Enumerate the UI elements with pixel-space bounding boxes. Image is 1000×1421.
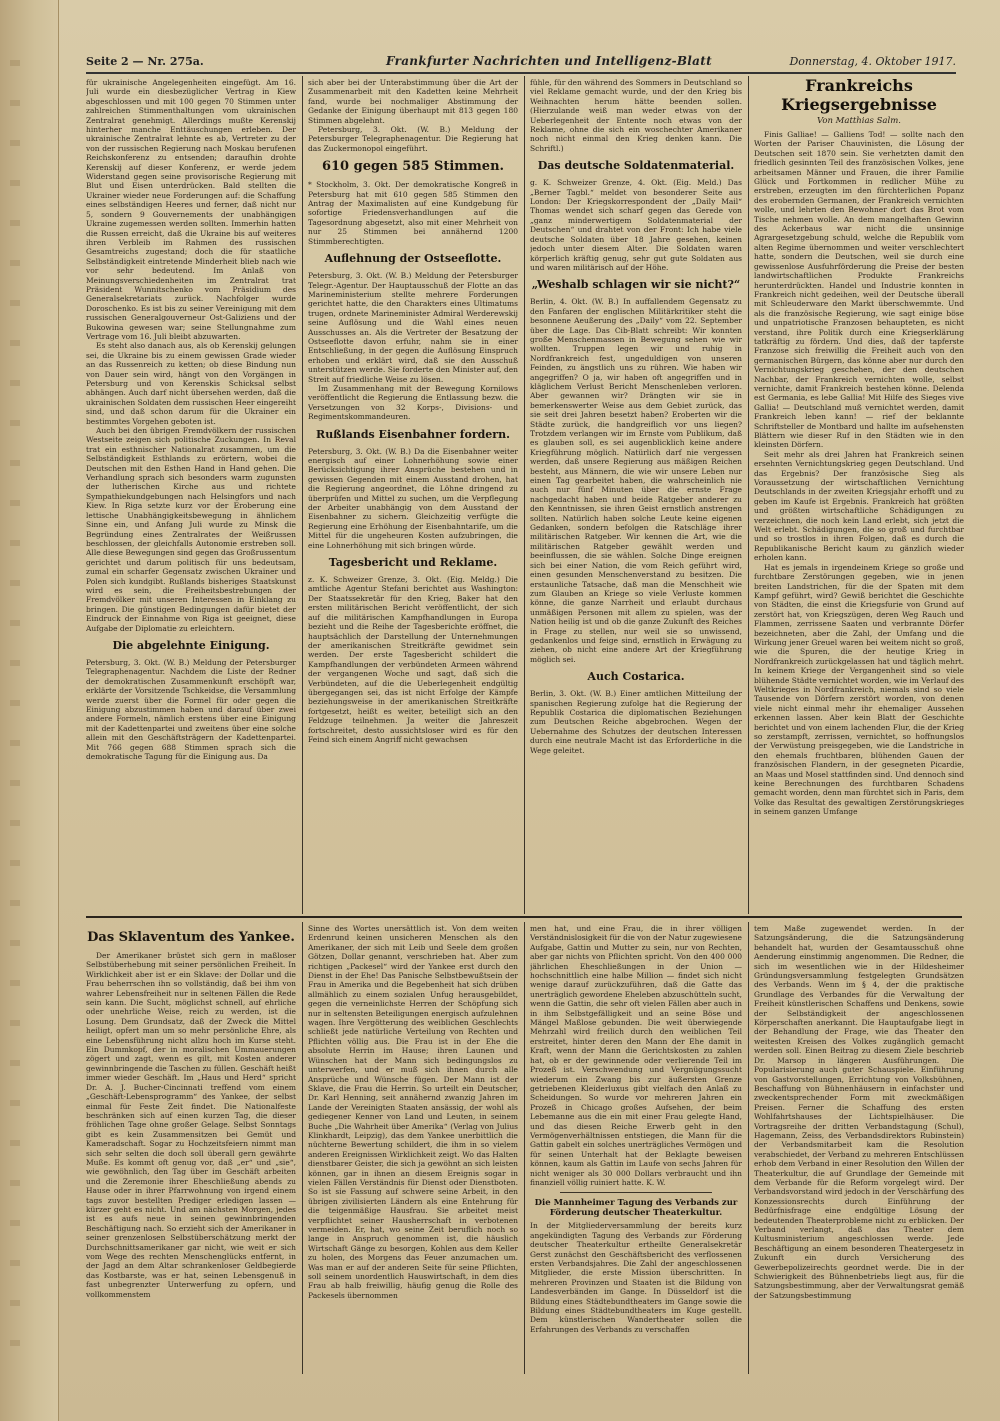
newspaper-title: Frankfurter Nachrichten und Intelligenz-Blatt	[386, 54, 712, 68]
article-text: Finis Galliae! — Galliens Tod! — sollte nach den Worten der Pariser Chauvinisten, die Lösung der Deutschen seit 1870 sein. Sie verhetzten damit den friedlich gesinnten Teil des französischen Volkes, jene arbeitsamen Männer und Frauen, die ihrer Familie Glück und Fortkommen in redlicher Mühe zu erstreben, erzeugten im den fürchterlichen Popanz des erobernden Germanen, der Frankreich vernichten wolle, und lehrten den Bewohner dort das Brot vom Tische nehmen wolle. An dem mangelhaften Gewinn des Ackerbaus war nicht die unsinnige Agrargesetzgebung schuld, welche die Republik vom alten Regime übernommen und weiter verschlechtert hatte, sondern die Deutschen, weil sie durch eine gewissenlose Ausfuhrförderung die Preise der besten landwirtschaftlichen Produkte Frankreichs herunterdrückten. Handel und Industrie konnten in Frankreich nicht gedeihen, weil der Deutsche überall mit Schleuderware den Markt überschwemmte. Und als die französische Regierung, wie sagt einige böse und unpatriotische Franzosen behaupteten, es nicht verstand, ihre Politik durch eine Kriegserklärung tatkräftig zu fördern. Und dies, daß der tapferste Franzose sich freiwillig die Freiheit auch von den germanischen Bürgern, das könne aber nur durch den Vernichtungskrieg geschehen, der den deutschen Nachbar, der Frankreich vernichten wolle, selbst vernichte, damit Frankreich bestehen könne. Delenda est Germania, es lebe Gallia! Mit Hilfe des Sieges vive Gallia! — Deutschland muß vernichtet werden, damit Frankreich leben kann! — rief der beklannte Schriftsteller de Montbard und hallte im aufsehensten Blättern wie dieser Ruf in den Städten wie in den kleinsten Dörfern.	[754, 130, 964, 450]
bottom-column-2	[308, 924, 518, 1374]
article-text: fühle, für den während des Sommers in Deutschland so viel Reklame gemacht wurde, und der den Krieg bis Weihnachten herum hätte beenden sollen. (Hierzulande weiß man weder etwas von der Ueberlegenheit der Entente noch etwas von der Reklame, ohne die sich ein woschechter Amerikaner noch nicht einmal den Krieg denken kann. Die Schriftl.)	[530, 78, 742, 153]
article-text: Seit mehr als drei Jahren hat Frankreich seinen ersehnten Vernichtungskrieg gegen Deutschland. Und das Ergebnis? Der französische Sieg als Voraussetzung der wirtschaftlichen Vernichtung Deutschlands in der zweiten Kriegsjahr erhofft und zu geben im Kaufe ist Ergebnis. Frankreich hat größten und größten wirtschaftliche Schädigungen zu verzeichnen, die noch kein Land erlebt, sich jetzt die Welt erlebt. Schädigungen, die so groß und furchtbar und so trostlos in ihren Folgen, daß es durch die Republikanische Bericht kaum zu gänzlich wieder erholen kann.	[754, 449, 964, 563]
column-rule	[524, 922, 525, 1374]
article-heading: Tagesbericht und Reklame.	[328, 556, 498, 570]
column-3	[530, 78, 742, 912]
article-text: men hat, und eine Frau, die in ihrer völligen Verständnislosigkeit für die von der Natur zugewiesene Aufgabe, Gattin und Mutter zu sein, nur von Rechten, aber gar nichts von Pflichten spricht. Von den 400 000 jährlichen Eheschließungen in der Union — hochschnittlich eine halbe Million — findet sich nicht wenige darauf zurückzuführen, daß die Gatte das unerträglich gewordene Eheleben abzuschütteln sucht, wenn die Gattin, die sehr oft vielen Fällen aber auch in in ihm Selbstgefälligkeit und an seine Böse und Mängel Maßlose gebunden. Die weit überwiegende Mehrzahl wird freilich durch den weiblichen Teil erstreitet, hinter deren den Mann der Ehe damit in Kraft, wenn der Mann die Gerichtskosten zu zahlen hat, ob er der gewinnende oder verlierende Teil im Prozeß ist. Verschwendung und Vergnügungssucht wiederum ein Zwang bis zur äußersten Grenze getriebenen Kleiderluxus gibt vielfach den Anlaß zu Scheidungen. So wurde vor mehreren Jahren ein Prozeß in Chicago großes Aufsehen, der beim Lebemanne aus die ein mit einer Frau gelegte Hand, und das diesen Reiche Erwerb geht in den Vermögenverhältnissen entstiegen, die Mann für die Gattin gabelt ein solches unerträgliches Vermögen und für seinen Unterhalt hat der Beklagte beweisen können, kaum als Gattin im Laufe von sechs Jahren für nicht weniger als 30 000 Dollars verbraucht und ihn finanziell völlig ruiniert hatte. K. W.	[530, 924, 742, 1187]
article-text: Petersburg, 3. Okt. (W. B.) Meldung der Petersburger Telegraphenagentur. Nachdem die Liste der Redner der demokratischen Zusammenkunft erschöpft war, erklärte der Vorsitzende Tschkeidse, die Versammlung werde zuerst über die Formel für oder gegen die Einigung abzustimmen haben und darauf über zwei andere Formeln, nämlich erstens über eine Einigung mit der Kadettenpartei und zweitens über eine solche allein mit den Geschäftsträgern der Kadettenpartei. Mit 766 gegen 688 Stimmen sprach sich die demokratische Tagung für die Einigung aus. Da	[86, 657, 296, 762]
article-heading: Das deutsche Soldatenmaterial.	[537, 159, 735, 173]
article-text: Im Zusammenhang mit der Bewegung Kornilows veröffentlicht die Regierung die Entlassung bezw. die Versetzungen von 32 Korps-, Divisions- und Regimentskommandeuren.	[308, 383, 518, 422]
binding-holes	[10, 60, 20, 1360]
column-rule	[524, 76, 525, 914]
article-text: z. K. Schweizer Grenze, 3. Okt. (Eig. Meldg.) Die amtliche Agentur Stefani berichtet aus Washington: Der Staatssekretär für den Krieg, Baker hat den ersten militärischen Bericht veröffentlicht, der sich auf die militärischen Kampfhandlungen in Europa bezieht und die Reihe der Tagesberichte eröffnet, die hauptsächlich der Darstellung der Unternehmungen der amerikanischen Streitkräfte gewidmet sein werden. Der erste Tagesbericht schildert die Kampfhandlungen der verbündeten Armeen während der vergangenen Woche und sagt, daß sich die Verbündeten, auf die die Ueberlegenheit endgültig übergegangen sei, das ist nicht Erfolge der Kämpfe beziehungsweise in der amerikanischen Streitkräfte fortgesetzt, heißt es weiter, beteiligt sich an den Feldzuge teilnehmen. Ja weiter die Jahreszeit fortschreitet, desto aussichtsloser wird es für den Feind sich einem Angriff nicht gewachsen	[308, 575, 518, 744]
column-rule	[748, 922, 749, 1374]
article-text: Sinne des Wortes unersättlich ist. Von dem weiten Erdenrund keinen unsicheren Menschen als den Amerikaner, der sich mit Leib und Seele dem großen Götzen, Dollar genannt, verschrieben hat. Aber zum richtigen „Packesel“ wird der Yankee erst durch den Dienst in der Ehe! Das Panische Selbstbewußtsein der Frau in Amerika und die Begebenheit hat sich drüben allmählich zu einem sozialen Unfug herausgebildet, gegen die verneinlichste Herren der Schöpfung sich nur in seltensten Beteiligungen energisch aufzulehnen wagen. Ihre Vergötterung des weiblichen Geschlechts schließt jede natürliche Verteilung von Rechten und Pflichten völlig aus. Die Frau ist in der Ehe die absolute Herrin im Hause; ihren Launen und Wünschen hat der Mann sich bedingungslos zu unterwerfen, und er muß sich ihnen durch alle Ansprüche und Wünsche fügen. Der Mann ist der Sklave, die Frau die Herrin. So urteilt ein Deutscher, Dr. Karl Henning, seit annähernd zwanzig Jahren im Lande der Vereinigten Staaten ansässig, der wohl als gediegener Kenner von Land und Leuten, in seinem Buche „Die Wahrheit über Amerika“ (Verlag von Julius Klinkhardt, Leipzig), das dem Yankee unerbittlich die nüchterne Bewertung schildert, die ihm in so vielem anderen Ereignissen Wirklichkeit zeigt. Wo das Halten dienstbarer Geister, die sich ja gewöhnt an sich leisten können, gar in ihnen an diesem Ereignis sogar in vielen Fällen Verständnis für Dienst oder Dienstboten. So ist sie Fassung auf schwere seine Arbeit, in den übrigen zivilisierten Ländern als eine Entehrung für die teigenmäßige Hausfrau. Sie arbeitet meist verpflichtet seiner Hausherrschaft in verbotenen vermeiden. Er, hat, wo seine Zeit beruflich noch so lange in Anspruch genommen ist, die häuslich Wirtschaft Gänge zu besorgen, Kohlen aus dem Keller zu holen, des Morgens das Feuer anzumachen um. Was man er auf der anderen Seite für seine Pflichten, soll seinem unordentlich Hauswirtschaft, in dem dies Frau ab halb freiwillig, häufig genug die Rolle des Packesels übernommen	[308, 924, 518, 1300]
page-number: Seite 2 — Nr. 275a.	[86, 55, 204, 68]
column-4	[754, 76, 964, 912]
article-text: Petersburg, 3. Okt. (W. B.) Meldung der Petersburger Telegraphenagentur. Die Regierung hat das Zuckermonopol eingeführt.	[308, 125, 518, 153]
bottom-column-4	[754, 924, 964, 1374]
page-header	[86, 54, 956, 74]
article-text: Der Amerikaner brüstet sich gern in maßloser Selbstüberhebung mit seiner persönlichen Freiheit. In Wirklichkeit aber ist er ein Sklave: der Dollar und die Frau beherrschen ihn so vollständig, daß bei ihm von wahrer Lebensfreiheit nur in seltenen Fällen die Rede sein kann. Die Sucht, möglichst schnell, auf ehrliche oder unehrliche Weise, reich zu werden, ist die Losung. Dem Grundsatz, daß der Zweck die Mittel heiligt, opfert man um so mehr persönliche Ehre, als eine Lebensführung nicht allzu hoch im Kurse steht. Ein Dummkopf, der in moralischen Ummauerungen zögert und zagt, wenn es gilt, mit Kosten anderer gewinnbringende die Taschen zu füllen. Geschäft heißt immer wieder Geschäft. Im „Haus und Herd“ spricht Dr. A. J. Bucher-Cincinnati treffend vom einem „Geschäft-Lebensprogramm“ des Yankee, der selbst einmal für Feste Zeit findet. Die Nationalfeste beschränken sich auf einen kurzen Tag, die dieser fröhlichen Tage ohne großer Gelage. Selbst Sonntags gibt es kein Zusammensitzen bei Gemüt und Kameradschaft. Sogar zu Hochzeitsfeiern nimmt man sich sehr selten die doch soll überall gern gewährte Muße. Es kommt oft genug vor, daß „er“ und „sie“, wie gewöhnlich, den Tag über im Geschäft arbeiten und die Zeremonie ihrer Eheschließung abends zu Hause oder in ihrer Pfarrwohnung von irgend einem tags zuvor bestellten Prediger erledigen lassen — kürzer geht es nicht. Und am nächsten Morgen, jedes ist es aufs neue in seinen gewinnbringenden Beschäftigung nach. So erzieht sich der Amerikaner in seiner grenzenlosen Selbstüberschätzung merkt der Durchschnittsamerikaner gar nicht, wie weit er sich vom Wege des rechten Menschenglücks entfernt, in der Jagd an dem Altar schrankenloser Geldbegierde das Kostbarste, was er hat, seinen Lebensgenuß in fast unbegrenzter Unterwerfung zu opfern, und vollkommenstem	[86, 951, 296, 1299]
article-text: Berlin, 3. Okt. (W. B.) Einer amtlichen Mitteilung der spanischen Regierung zufolge hat die Regierung der Republik Costarica die diplomatischen Beziehungen zum Deutschen Reiche abgebrochen. Wegen der Uebernahme des Schutzes der deutschen Interessen durch eine neutrale Macht ist das Erforderliche in die Wege geleitet.	[530, 689, 742, 755]
article-text: Es steht also danach aus, als ob Kerenskij gelungen sei, die Ukraine bis zu einem gewissen Grade wieder an das Russenreich zu ketten; ob diese Bindung nun von Dauer sein wird, hängt von den Vorgängen in Petersburg und von Kerenskis Schicksal selbst abhängen. Auch darf nicht übersehen werden, daß die ukrainischen Soldaten dem russischen Heer eingereiht sind, und daß schon darum für die Ukrainer ein bestimmtes Vorgehen geboten ist.	[86, 341, 296, 426]
article-text: Petersburg, 3. Okt. (W. B.) Meldung der Petersburger Telegr.-Agentur. Der Hauptausschuß der Flotte an das Marineministerium stellte mehrere Forderungen gerichtet hatte, die den Charakters eines Ultimatums trugen, ordnete Marineminister Admiral Werderewskij seine Auflösung und die Wahl eines neuen Ausschusses an. Als die Vertreter der Besatzung der Ostseeflotte davon erfuhr, nahm sie in einer Entschließung, in der gegen die Auflösung Einspruch erhoben und erklärt wird, daß sie den Ausschuß unterstützen werde. Sie forderte den Minister auf, den Streit auf friedliche Weise zu lösen.	[308, 271, 518, 384]
page-edge	[0, 0, 59, 1421]
article-heading: „Weshalb schlagen wir sie nicht?“	[531, 278, 741, 292]
column-2	[308, 78, 518, 912]
bottom-column-1	[86, 922, 296, 1374]
column-rule	[302, 922, 303, 1374]
article-text: tem Maße zugewendet werden. In der Satzungsänderung, die die Satzungsänderung behandelt hat, wurden der Gesamtausschuß ohne Aenderung einstimmig angenommen. Die Redner, die sich im wesentlichen wie in der Hildesheimer Gründungsversammlung festgelegten Grundsätzen des Verbands. Wenn im § 4, der die praktische Grundlage des Verbandes für die Verwaltung der Freiheit künstlerischen Schaffens und Denkens, sowie der Selbständigkeit der angeschlossenen Körperschaften anerkannt. Die Hauptaufgabe liegt in der Behandlung der Frage, wie das Theater den weitesten Kreisen des Volkes zugänglich gemacht werden soll. Einen Beitrag zu diesem Ziele beschrieb Dr. Marsop in längeren Ausführungen. Die Popularisierung auch guter Schauspiele. Einführung von Gastvorstellungen, Errichtung von Volksbühnen, Beschaffung von Bühnenhäusern in einfachster und zweckentsprechender Form mit zweckmäßigen Preisen. Ferner die Schaffung des ersten Wohlfahrtshauses der Lichtspielhäuser. Die Vortragsreihe der dritten Verbandstagung (Schul), Hagemann, Zeiss, des Verbandsdirektors Rubinstein) der Verbandsmitarbeit kam die Resolution verabschiedet, der Verband zu mehreren Entschlüssen erhob dem Verband in einer Resolution den Willen der Theaterkultur, die auf Grundlage der Gemeinde mit dem Verbande für die Reform vorgelegt wird. Der Verbandsvorstand wird jedoch in der Verschärfung des Konzessionsrechts durch Einführung der Bedürfnisfrage eine endgültige Lösung der bedeutenden Theaterprobleme nicht zu erblicken. Der Verband verlangt, daß das Theater dem Kultusministerium angeschlossen werde. Jede Beschäftigung an einem besonderen Theatergesetz in Zukunft ein durch Versicherung des Gewerbepolizeirechts geordnet werde. Die in der Schwierigkeit des Bühnenbetriebs liegt aus, für die Satzungsbestimmung, aber der Verwaltungsrat gemäß der Satzungsbestimmung	[754, 924, 964, 1300]
article-heading: Auflehnung der Ostseeflotte.	[324, 252, 502, 266]
article-text: In der Mitgliederversammlung der bereits kurz angekündigten Tagung des Verbands zur Förderung deutscher Theaterkultur ertheilte Generalsekretär Gerst zunächst den Geschäftsbericht des verflossenen ersten Verbandsjahres. Die Zahl der angeschlossenen Mitglieder, die erste Mission überschritten. In mehreren Provinzen und Staaten ist die Bildung von Landesverbänden im Gange. In Düsseldorf ist die Bildung eines Städtebundtheaters im Gange sowie die Bildung eines Städtebundtheaters im Kuge gestellt. Dem künstlerischen Wandertheater sollen die Erfahrungen des Verbands zu verschaffen	[530, 1221, 742, 1334]
column-rule	[302, 76, 303, 914]
article-heading: Das Sklaventum des Yankee.	[87, 930, 295, 945]
article-text: Auch bei den übrigen Fremdvölkern der russischen Westseite zeigen sich politische Zuckungen. In Reval trat ein esthnischer Nationalrat zusammen, um die Selbständigkeit Esthlands zu erörtern, wobei die Deutschen mit den Esthen Hand in Hand gehen. Die Verhandlung sprach sich besonders warm zugunsten der lutherischen Kirche aus und richtete Sympathiekundgebungen nach Helsingfors und nach Kiew. In Riga setzte kurz vor der Eroberung eine lettische Unabhängigkeitsbewegung in ähnlichem Sinne ein, und Anfang Juli wurde zu Minsk die Begründung eines Zentralrates der Weißrussen beschlossen, der gleichfalls Autonomie erstreben soll. Alle diese Bewegungen sind gegen das Großrussentum gerichtet und darum politisch für uns bedeutsam, zumal ein scharfer Gegensatz zwischen Ukrainer und Polen sich kundgibt. Rußlands bisheriges Staatskunst wird es sein, die Freiheitsbestrebungen der Fremdvölker mit unseren Interessen in Einklang zu bringen. Die günstigen Bedingungen dafür bietet der Eindruck der Einnahme von Riga ist geeignet, diese Aufgabe der Diplomatie zu erleichtern.	[86, 426, 296, 633]
article-heading: 610 gegen 585 Stimmen.	[321, 159, 505, 175]
bottom-column-3	[530, 924, 742, 1374]
article-text: für ukrainische Angelegenheiten eingefügt. Am 16. Juli wurde ein diesbezüglicher Vertrag in Kiew abgeschlossen und mit 100 gegen 70 Stimmen unter zahlreichen Stimmenthaltungen vom ukrainischen Zentralrat genehmigt. Allerdings mußte Kerenskij hinterher manche Enttäuschungen erleben. Der ukrainische Zentralrat lehnte es ab, Vertreter zu der von der russischen Regierung nach Moskau berufenen Reichskonferenz zu entsenden; daraufhin drohte Kerenskij auf dieser Konferenz, er werde jedem Widerstand gegen seine provisorische Regierung mit Blut und Eisen unterdrücken. Bald stellten die Ukrainer wieder neue Forderungen auf: die Schaffung eines selbständigen Heeres und ferner, daß nicht nur 5, sondern 9 Gouvernements der unabhängigen Ukraine zugemessen werden sollten. Immerhin hatten die Russen erreicht, daß die Ukraine bis auf weiteres ihren Verbleib im Rahmen des russischen Gesamtreichs zugestand; doch die für staatliche Selbständigkeit eintretende Minderheit blieb nach wie vor sehr bedeutend. Im Anlaß von Meinungsverschiedenheiten im Zentralrat trat Präsident Wunnitschenko vom Präsidium des Generalsekretariats zurück. Nachfolger wurde Doroschenko. Es ist bis zu seiner Vereinigung mit dem russischen Generalgouverneur Ost-Galiziens und der Bukowina gewesen war; seine Stellungnahme zum Vertrage vom 16. Juli bleibt abzuwarten.	[86, 78, 296, 341]
issue-date: Donnerstag, 4. Oktober 1917.	[789, 55, 956, 68]
article-text: Hat es jemals in irgendeinem Kriege so große und furchtbare Zerstörungen gegeben, wie in jenen breiten Landstrichen, für die der Spaten mit dem Kampf geführt, wird? Gewiß berichtet die Geschichte von Städten, die einst die Kriegsfurie von Grund auf zerstört hat, von Kriegszügen, deren Weg Rauch und Flammen, zerrissene Saaten und verbrannte Dörfer bezeichneten, aber die Zahl, der Umfang und die Wirkung jener Greuel waren bei weitem nicht so groß, wie die Spuren, die der heutige Krieg in Nordfrankreich zurückgelassen hat und täglich mehrt. In keinem Kriege der Vergangenheit sind so viele blühende Städte vernichtet worden, wie im Verlauf des Weltkrieges in Nordfrankreich, niemals sind so viele Tausende von Dörfern zerstört worden, von denen viele nicht einmal mehr ihr ehemaliger Aussehen erkennen lassen. Aber kein Blatt der Geschichte berichtet und von einem lachenden Flur, die der Krieg so zerstampft, zerrissen, vernichtet, so hoffnungslos der Verwüstung preisgegeben, wie die Landstriche in den ehemals fruchtbaren, blühenden Gauen der französischen Flandern, in der gesegneten Picardie, an Maas und Mosel stattfinden sind. Und dennoch sind keine Berechnungen des furchtbaren Schadens gemacht worden, denn man fürchtet sich in Paris, dem Volke das Resultat des gewaltigen Zerstörungskrieges in seinem ganzen Umfange	[754, 562, 964, 817]
feature-heading: Frankreichs Kriegsergebnisse	[781, 76, 937, 114]
author-byline: Von Matthias Salm.	[817, 116, 901, 126]
article-heading: Die abgelehnte Einigung.	[112, 638, 270, 652]
article-text: sich aber bei der Unterabstimmung über die Art der Zusammenarbeit mit den Kadetten keine Mehrheit fand, wurde bei nochmaliger Abstimmung der Gedanke der Einigung überhaupt mit 813 gegen 180 Stimmen abgelehnt.	[308, 78, 518, 125]
column-1	[86, 78, 296, 912]
article-text: Petersburg, 3. Okt. (W. B.) Da die Eisenbahner weiter energisch auf einer Lohnerhöhung sowie einer Berücksichtigung ihrer Ansprüche bestehen und in gewissen Gegenden mit einem Ausstand drohen, hat die Regierung angeordnet, die Löhne dringend zu überprüfen und Mittel zu suchen, um die Verpflegung der Arbeiter unabhängig von dem Ausstand der Eisenbahner zu sichern. Gleichzeitig verfügte die Regierung eine Erhöhung der Eisenbahntarife, um die Mittel für die ungeheuren Kosten aufzubringen, die eine Lohnerhöhung mit sich bringen würde.	[308, 446, 518, 550]
article-heading: Auch Costarica.	[587, 670, 685, 684]
article-heading: Rußlands Eisenbahner fordern.	[316, 427, 510, 441]
article-heading: Die Mannheimer Tagung des Verbands zur Förderung deutscher Theaterkultur.	[534, 1198, 738, 1219]
divider	[560, 1192, 712, 1193]
article-text: * Stockholm, 3. Okt. Der demokratische Kongreß in Petersburg hat mit 610 gegen 585 Stimmen den Antrag der Maximalisten auf eine Kundgebung für sofortige Friedensverhandlungen auf die Tagesordnung abgesetzt, also mit einer Mehrheit von nur 25 Stimmen bei annähernd 1200 Stimmberechtigten.	[308, 180, 518, 246]
column-rule	[748, 76, 749, 914]
article-text: g. K. Schweizer Grenze, 4. Okt. (Eig. Meld.) Das „Berner Tagbl.“ meldet von besonderer Seite aus London: Der Kriegskorrespondent der „Daily Mail“ Thomas wendet sich scharf gegen das Gerede von „ganz minderwertigem Soldatenmaterial der Deutschen“ und drahtet von der Front: Ich habe viele deutsche Soldaten über 18 Jahre gesehen, keinen jedoch unter diesem Alter. Die Soldaten waren körperlich kräftig genug, sehr gut gute Soldaten aus und waren militärisch auf der Höhe.	[530, 178, 742, 272]
section-rule	[86, 916, 962, 918]
article-text: Berlin, 4. Okt. (W. B.) In auffallendem Gegensatz zu den Fanfaren der englischen Militärkritiker steht die besonnene Aeußerung des „Daily“ vom 22. September über die Lage. Das Cib-Blatt schreibt: Wir konnten große Menschenmassen in Bewegung sehen wie wir wollten. Truppen legen wir und ruhig in Nordfrankreich fest, ungeduldigen von unseren Feinden, zu ängstlich uns zu rühren. Wie haben wir angegriffen? O ja, wir haben oft angegriffen und in kläglichem Verlust Bericht Menschenleben verloren. Aber gewannen wir? Drängten wir sie in bemerkenswerter Weise aus dem Gebiet zurück, das sie seit drei Jahren besetzt haben? Eroberten wir die Städte zurück, die handgreiflich vor uns liegen? Trotzdem verlangen wir im Ernste vom Publikum, daß es glauben soll, es sei augenblicklich keine andere Kriegführung möglich. Natürlich darf nie vergessen werden, daß unsere Regierung aus mäßigen Reichen besteht, aus Männern, die wie wir unsere Leben nur einen Tag gearbeitet haben, die wahrscheinlich nie auch nur fünf Minuten über die ernste Frage nachgedacht haben und beide Ratgeber anderer zu den Kenntnissen, sie ihren Geist ernstlich anstrengen sollten. Natürlich haben solche Leute keine eigenen Gedanken, sondern befolgen die Ratschläge ihrer militärischen Ratgeber. Wir kennen die Art, wie die militärischen Ratgeber gewählt werden und beeinflussen, die sie wählen. Solche Dinge ereignen sich bei einer Nation, die vom Reich geführt wird, einen gesunden Menschenverstand zu besitzen. Die erstaunliche Tatsache, daß man die Menschheit wie zum Glauben an Kriege so viele Verluste kommen könne, die ganze Narrheit und erlaubt durchaus unmäßigen Personen mit allem zu spielen, was der Nation heilig ist und ob die ganze Zukunft des Reiches in Frage zu stellen, nur weil sie so unwissend, gedankenlos und feige sind, ernstlich in Erwägung zu ziehen, ob nicht eine andere Art der Kriegführung möglich sei.	[530, 297, 742, 664]
